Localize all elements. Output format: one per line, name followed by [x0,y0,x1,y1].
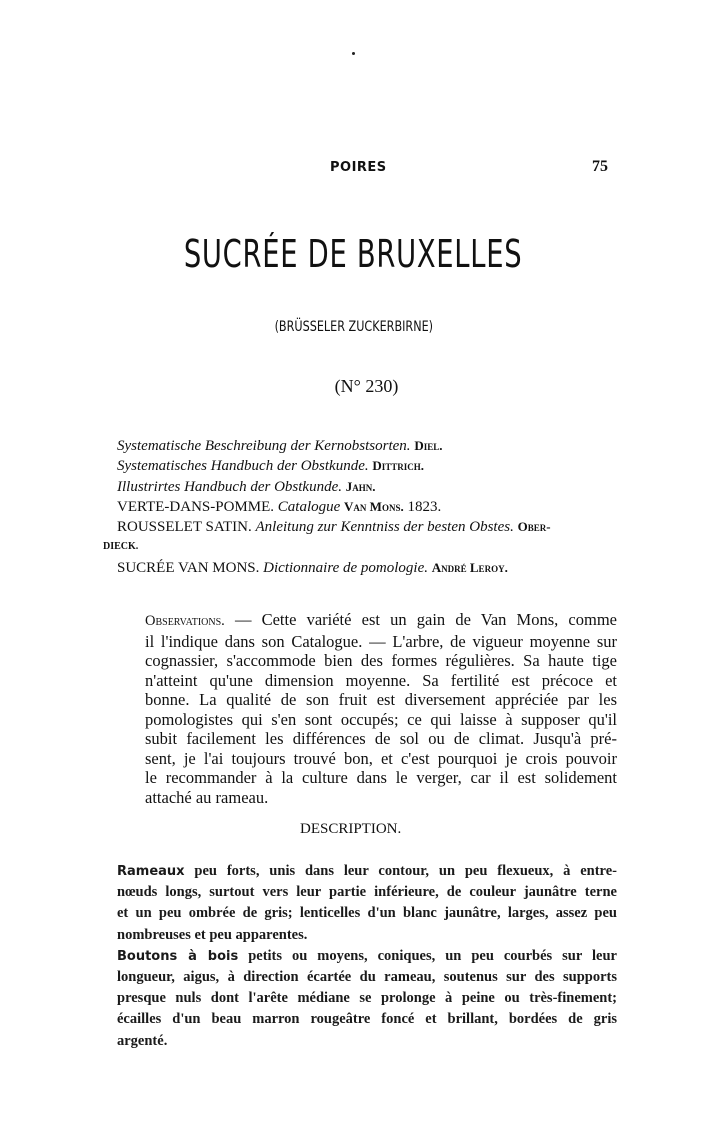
text-line: longueur, aigus, à direction écartée du rameau, soutenus sur des supports [117,969,617,986]
synonym-author: Diel. [414,438,443,453]
text-line: bonne. La qualité de son fruit est diversement appréciée par les [145,690,617,709]
synonym-continuation: DIECK. [103,541,139,553]
keyword-boutons: Boutons à bois [117,948,239,964]
text-line-content: petits ou moyens, coniques, un peu courbés sur leur [248,947,617,964]
synonym-work: Dictionnaire de pomologie. [263,559,428,576]
text-line: argenté. [117,1032,168,1049]
synonym-name: SUCRÉE VAN MONS. [117,559,260,576]
scan-speck [352,52,355,55]
observations-label: Observations. [145,613,225,629]
text-line [117,946,617,967]
text-line: n'atteint qu'une dimension moyenne. Sa fertilité est précoce et [145,670,617,690]
text-line: nombreuses et peu apparentes. [117,926,308,943]
keyword-rameaux: Rameaux [117,864,185,879]
synonym-work: Systematisches Handbuch der Obstkunde. [117,458,369,475]
text-line [117,861,617,882]
description-text [117,861,617,1052]
text-line: et un peu ombrée de gris; lenticelles d'un blanc jaunâtre, larges, assez peu [117,905,617,922]
page-number: 75 [592,158,608,175]
text-line [145,610,617,632]
text-line: pomologistes qui s'en sont occupés; ce qui laisse à supposer qu'il [145,709,617,729]
text-line: attaché au rameau. [145,787,269,807]
text-line: nœuds longs, surtout vers leur partie inférieure, de couleur jaunâtre terne [117,884,617,901]
variety-number: (N° 230) [334,376,399,396]
synonyms-list [103,436,617,578]
synonym-work: Illustrirtes Handbuch der Obstkunde. [117,478,342,495]
synonym-entry [117,456,617,476]
synonym-entry [117,436,617,456]
synonym-work: Catalogue [277,498,341,515]
text-line: sent, je l'ai toujours trouvé bon, et c'est pourquoi je crois pouvoir [145,748,617,768]
observations-paragraph [145,610,617,807]
synonym-author: André Leroy. [431,559,508,575]
synonym-author: Ober- [517,519,551,535]
text-line: subit facilement les différences de sol ou de climat. Jusqu'à pré- [145,729,617,748]
synonym-entry [117,477,617,497]
text-line-content: — Cette variété est un gain de Van Mons, comme [234,610,617,629]
synonym-entry [117,497,617,517]
running-title: POIRES [330,160,387,175]
text-line-content: peu forts, unis dans leur contour, un peu flexueux, à entre- [194,863,617,879]
page-title: SUCRÉE DE BRUXELLES [183,232,523,276]
synonym-work: Anleitung zur Kenntniss der besten Obstes. [255,519,514,536]
synonym-name: VERTE-DANS-POMME. [117,498,275,515]
text-line: cognassier, s'accommode bien des formes régulières. Sa haute tige [145,651,617,670]
text-line: écailles d'un beau marron rougeâtre foncé et brillant, bordées de gris [117,1011,617,1028]
synonym-author: Dittrich. [372,458,425,474]
synonym-author: Van Mons. [344,498,404,514]
synonym-author: Jahn. [345,478,376,494]
text-line: le recommander à la culture dans le verger, car il est solidement [145,768,617,787]
synonym-work: Systematische Beschreibung der Kernobstsorten. [117,438,411,454]
synonym-name: ROUSSELET SATIN. [117,519,252,536]
synonym-year: 1823. [407,498,442,515]
text-line: il l'indique dans son Catalogue. — L'arbre, de vigueur moyenne sur [145,631,617,651]
text-line: presque nuls dont l'arête médiane se prolonge à peine ou très-finement; [117,990,617,1007]
subtitle: (BRÜSSELER ZUCKERBIRNE) [274,319,434,335]
description-heading: DESCRIPTION. [300,821,402,837]
synonym-entry [117,517,617,537]
synonym-entry [117,558,617,578]
